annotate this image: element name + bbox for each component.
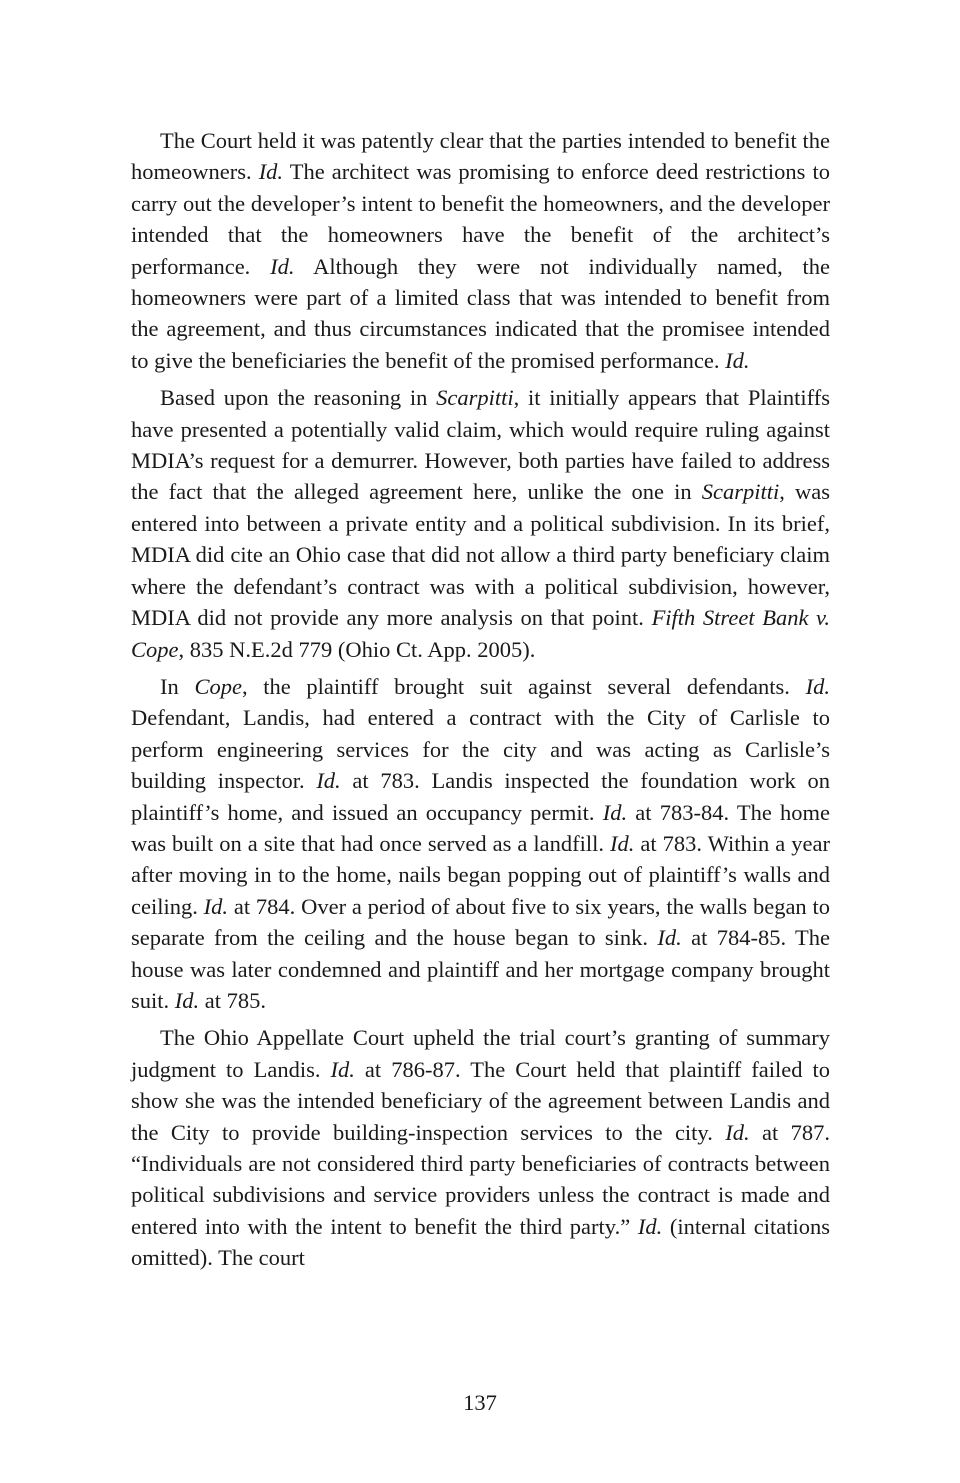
text-run: at 783. Landis inspected the foundation work on plaintiff’s home, and issued an occupancy permit. <box>131 768 830 825</box>
text-run: at 784. Over a period of about five to six years, the walls began to separate from the ceiling and the house began to sink. <box>131 893 830 951</box>
citation-italic: Id. <box>637 1213 663 1239</box>
citation-italic: Id. <box>258 159 284 185</box>
text-run: at 785. <box>199 987 267 1013</box>
citation-italic: Id. <box>610 830 635 856</box>
text-run: Although they were not individually named, the homeowners were part of a limited class that was intended to benefit from the agreement, and thus circumstances indicated that the promisee intended to give the beneficiaries the benefit of the promised performance. <box>131 253 830 373</box>
text-run: The architect was promising to enforce deed restrictions to carry out the developer’s intent to benefit the homeowners, and the developer intended that the homeowners have the benefit of the architect’s performance. <box>131 159 830 279</box>
text-run: at 786-87. The Court held that plaintiff failed to show she was the intended beneficiary of the agreement between Landis and the City to provide building-inspection services to the city. <box>131 1056 830 1145</box>
page-number: 137 <box>463 1390 497 1415</box>
text-run: , the plaintiff brought suit against several defendants. <box>241 673 806 699</box>
paragraph-1 <box>131 125 830 376</box>
text-run: , it initially appears that Plaintiffs have presented a potentially valid claim, which would require ruling against MDIA’s request for a demurrer. However, both parties have failed to address the fact that the alleged agreement here, unlike the one in <box>131 385 830 505</box>
text-run: The Ohio Appellate Court upheld the trial court’s granting of summary judgment to Landis. <box>131 1025 830 1082</box>
text-run: at 784-85. The house was later condemned and plaintiff and her mortgage company brought suit. <box>131 925 830 1013</box>
text-run: In <box>160 673 195 699</box>
citation-italic: Id. <box>657 925 682 951</box>
citation-italic: Fifth Street Bank v. Cope <box>131 605 831 662</box>
text-run: , 835 N.E.2d 779 (Ohio Ct. App. 2005). <box>178 636 536 662</box>
text-run: at 783. Within a year after moving in to the home, nails began popping out of plaintiff’s walls and ceiling. <box>131 830 830 919</box>
text-run: The Court held it was patently clear that the parties intended to benefit the homeowners. <box>131 128 830 185</box>
citation-italic: Id. <box>174 987 200 1013</box>
citation-italic: Id. <box>602 799 628 825</box>
text-run: , was entered into between a private entity and a political subdivision. In its brief, MDIA did cite an Ohio case that did not allow a third party beneficiary claim where the defendant’s contract was with a political subdivision, however, MDIA did not provide any more analysis on that point. <box>131 479 830 631</box>
page-body <box>131 125 830 1280</box>
citation-italic: Id. <box>725 1119 750 1145</box>
citation-italic: Id. <box>316 768 341 794</box>
citation-italic: Id. <box>203 893 229 919</box>
text-run: (internal citations omitted). The court <box>131 1213 830 1271</box>
text-run: at 787. “Individuals are not considered third party beneficiaries of contracts between political subdivisions and service providers unless the contract is made and entered into with the intent to benefit the third party.” <box>131 1119 830 1239</box>
text-run: at 783-84. The home was built on a site that had once served as a landfill. <box>131 799 830 856</box>
text-run: Defendant, Landis, had entered a contract with the City of Carlisle to perform engineering services for the city and was acting as Carlisle’s building inspector. <box>131 705 830 794</box>
paragraph-3 <box>131 671 830 1016</box>
paragraph-2 <box>131 382 830 665</box>
citation-italic: Scarpitti <box>436 385 514 411</box>
citation-italic: Id. <box>805 673 830 699</box>
text-run: Based upon the reasoning in <box>160 385 437 411</box>
citation-italic: Id. <box>270 253 295 279</box>
citation-italic: Id. <box>330 1056 355 1082</box>
citation-italic: Cope <box>194 673 242 699</box>
citation-italic: Id. <box>725 347 750 373</box>
citation-italic: Scarpitti <box>701 479 780 505</box>
paragraph-4 <box>131 1022 830 1273</box>
